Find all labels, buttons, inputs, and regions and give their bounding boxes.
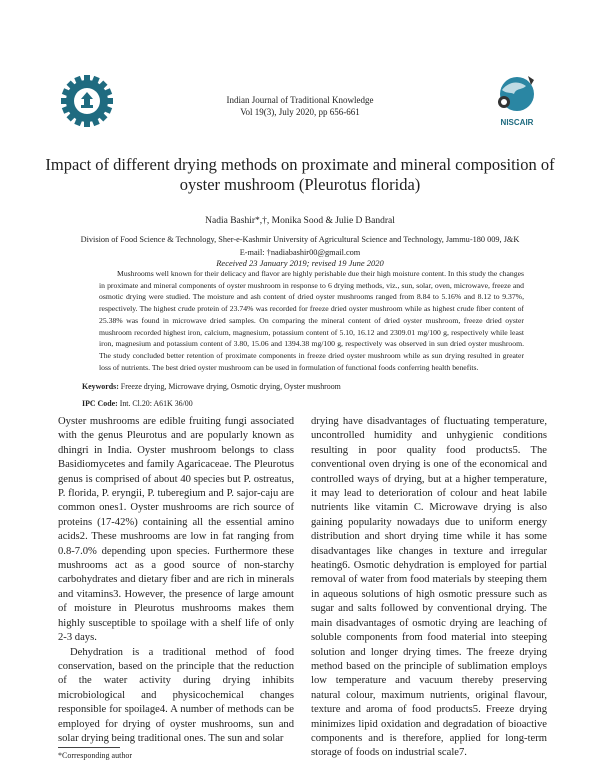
niscair-logo-icon [488,72,546,130]
abstract: Mushrooms well known for their delicacy and flavor are highly perishable due their high moisture content. In this study the changes in proximate and mineral components of oyster mushroom in response to 6 drying methods, viz., sun, solar, oven, microwave, freeze and osmotic drying were studied. The moisture and ash content of dried oyster mushrooms ranged from 8.84 to 5.16% and 8.12 to 9.37%, respectively. The highest crude protein of 23.74% was recorded for freeze dried oyster mushroom while as highest crude fiber content of 25.38% was found in microwave dried samples. On comparing the mineral content of dried oyster mushroom, freeze dried oyster mushroom recorded highest iron, calcium, magnesium, potassium content of 5.10, 16.12 and 2309.01 mg/100 g, respectively while least iron, magnesium and potassium content of 3.80, 15.06 and 1394.38 mg/100 g, respectively was observed in sun dried oyster mushroom. The study concluded better retention of proximate components in freeze dried oyster mushroom while as sun drying resulted in greater loss of nutrients. The best dried oyster mushroom can be used in formulation of functional foods conferring health benefits. [99,269,524,372]
body-paragraph: Oyster mushrooms are edible fruiting fungi associated with the genus Pleurotus and are popularly known as dhingri in India. Oyster mushroom belongs to class Basidiomycetes and family Agaricaceae. The Pleurotus genus is comprised of about 40 species but P. ostreatus, P. florida, P. eryngii, P. tuberegium and P. sajor-caju are common ones1. Oyster mushrooms are rich source of proteins (17-42%) containing all the essential amino acids2. These mushrooms are low in fat ranging from 0.8-7.0% depending upon species. Furthermore these mushrooms act as a good source of non-starchy carbohydrates and dietary fiber and are rich in minerals and vitamins3. However, the presence of large amount of moisture in Pleurotus mushrooms makes them highly susceptible to spoilage with a shelf life of only 2-3 days. [58,416,294,644]
journal-name: Indian Journal of Traditional Knowledge [226,95,374,105]
ipc-code [82,399,193,408]
niscair-logo-text: NISCAIR [500,118,534,127]
right-column [311,415,547,761]
footnote-divider [58,747,120,748]
keywords [82,382,341,391]
affiliation: Division of Food Science & Technology, Sher-e-Kashmir University of Agricultural Science and Technology, Jammu-180 009, J&K [80,235,520,244]
footnote: *Corresponding author [58,751,132,760]
keywords-text: Freeze drying, Microwave drying, Osmotic drying, Oyster mushroom [118,382,341,391]
ipc-text: Int. Cl.20: A61K 36/00 [117,399,193,408]
affiliation-block [0,233,600,259]
keywords-label: Keywords: [82,382,119,391]
body-paragraph: Dehydration is a traditional method of food conservation, based on the principle that the reduction of the water activity during drying inhibits microbiological and physicochemical changes responsible for spoilage4. A number of methods can be employed for drying of oyster mushrooms, sun and solar drying being traditional ones. The sun and solar [58,646,294,744]
email: E-mail: †nadiabashir00@gmail.com [239,248,361,257]
received-dates: Received 23 January 2019; revised 19 June 2020 [216,258,384,268]
ipc-label: IPC Code: [82,399,118,408]
paper-title: Impact of different drying methods on proximate and mineral composition of oyster mushroom (Pleurotus florida) [45,155,555,194]
left-column [58,415,294,746]
authors: Nadia Bashir*,†, Monika Sood & Julie D Bandral [205,216,395,226]
body-paragraph: drying have disadvantages of fluctuating temperature, uncontrolled humidity and unhygienic conditions resulting in poor quality food products5. The conventional oven drying is one of the economical and controlled ways of drying, but at a higher temperature, it may lead to deterioration of colour and heat labile nutrients like vitamin C. Microwave drying is also gaining popularity nowadays due to uniform energy distribution and short drying time while it has some disadvantages like changes in texture and irregular heating6. Osmotic dehydration is employed for partial removal of water from food materials by steeping them in aqueous solutions of high osmotic pressure such as sugar and salts followed by conventional drying. The main disadvantages of osmotic drying are leaching of soluble components from food material into steeping solution and longer drying times. The freeze drying method based on the principle of sublimation employs low temperature and vacuum thereby preserving natural colour, maximum nutrients, original flavour, texture and aroma of food products5. Freeze drying minimizes lipid oxidation and degradation of bioactive components and is therefore, applied for long-term storage of foods on industrial scale7. [311,416,547,759]
journal-issue: Vol 19(3), July 2020, pp 656-661 [240,107,360,117]
